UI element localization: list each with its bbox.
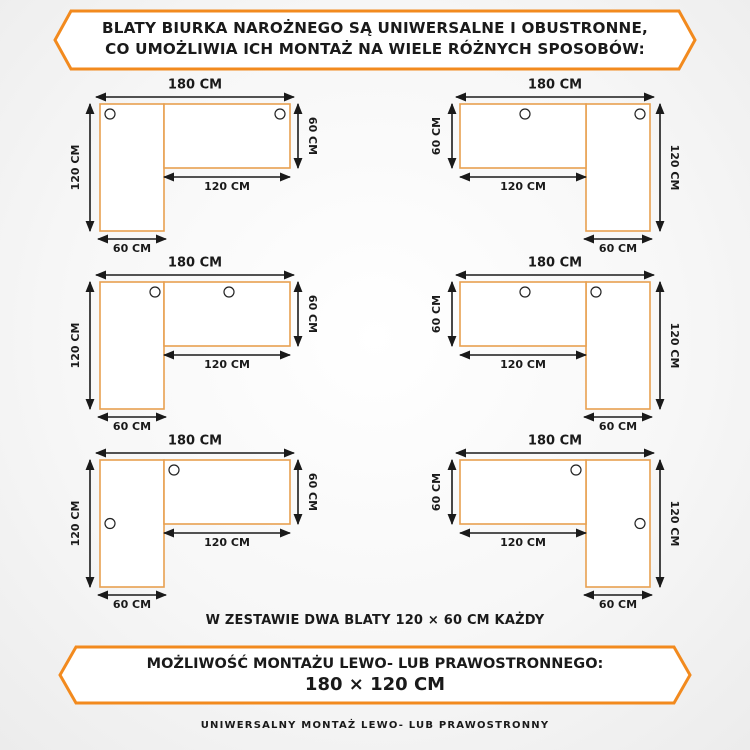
dimension-top-width-label: 120 CM: [204, 180, 250, 193]
cable-hole-icon: [150, 287, 160, 297]
cable-hole-icon: [224, 287, 234, 297]
dimension-leg-width-label: 60 CM: [112, 420, 152, 433]
dimension-top-depth-label: 60 CM: [430, 472, 443, 512]
dimension-leg-width-label: 60 CM: [112, 598, 152, 611]
mounting-line-1: MOŻLIWOŚĆ MONTAŻU LEWO- LUB PRAWOSTRONNEGO:: [146, 656, 604, 672]
cable-hole-icon: [571, 465, 581, 475]
dimension-depth-label: 120 CM: [69, 144, 82, 191]
desk-board-leg: [100, 282, 164, 409]
dimension-top-depth-label: 60 CM: [430, 294, 443, 334]
dimension-top-depth-label: 60 CM: [430, 116, 443, 156]
header-line-1: BLATY BIURKA NAROŻNEGO SĄ UNIWERSALNE I OBUSTRONNE,: [101, 19, 649, 37]
dimension-total-width-label: 180 CM: [167, 433, 223, 449]
dimension-depth-label: 120 CM: [668, 144, 681, 191]
set-caption: W ZESTAWIE DWA BLATY 120 × 60 CM KAŻDY: [205, 613, 545, 628]
desk-config-2-right: [430, 78, 681, 256]
mounting-banner: [58, 645, 692, 705]
dimension-top-width-label: 120 CM: [204, 536, 250, 549]
header-line-2: CO UMOŻLIWIA ICH MONTAŻ NA WIELE RÓŻNYCH SPOSOBÓW:: [105, 40, 645, 58]
desk-config-6-right: [430, 434, 681, 612]
dimension-depth-label: 120 CM: [69, 322, 82, 369]
cable-hole-icon: [169, 465, 179, 475]
dimension-top-width-label: 120 CM: [204, 358, 250, 371]
cable-hole-icon: [520, 287, 530, 297]
cable-hole-icon: [635, 109, 645, 119]
dimension-total-width-label: 180 CM: [527, 433, 583, 449]
cable-hole-icon: [275, 109, 285, 119]
cable-hole-icon: [635, 519, 645, 529]
dimension-depth-label: 120 CM: [668, 500, 681, 547]
desk-board-leg: [586, 282, 650, 409]
cable-hole-icon: [591, 287, 601, 297]
desk-board-top: [164, 104, 290, 168]
dimension-leg-width-label: 60 CM: [112, 242, 152, 255]
desk-config-3-left: [69, 256, 319, 434]
dimension-total-width-label: 180 CM: [527, 255, 583, 271]
dimension-top-depth-label: 60 CM: [306, 294, 319, 334]
desk-board-leg: [100, 104, 164, 231]
dimension-leg-width-label: 60 CM: [598, 420, 638, 433]
desk-config-5-left: [69, 434, 319, 612]
dimension-top-width-label: 120 CM: [500, 180, 546, 193]
desk-config-4-right: [430, 256, 681, 434]
dimension-depth-label: 120 CM: [668, 322, 681, 369]
cable-hole-icon: [105, 109, 115, 119]
dimension-total-width-label: 180 CM: [167, 77, 223, 93]
desk-config-1-left: [69, 78, 319, 256]
dimension-leg-width-label: 60 CM: [598, 242, 638, 255]
dimension-top-depth-label: 60 CM: [306, 472, 319, 512]
desk-board-top: [164, 460, 290, 524]
dimension-top-width-label: 120 CM: [500, 536, 546, 549]
footer-caption: UNIWERSALNY MONTAŻ LEWO- LUB PRAWOSTRONNY: [200, 720, 550, 731]
dimension-total-width-label: 180 CM: [167, 255, 223, 271]
dimension-leg-width-label: 60 CM: [598, 598, 638, 611]
desk-board-leg: [586, 104, 650, 231]
cable-hole-icon: [520, 109, 530, 119]
cable-hole-icon: [105, 519, 115, 529]
dimension-depth-label: 120 CM: [69, 500, 82, 547]
dimension-top-width-label: 120 CM: [500, 358, 546, 371]
desk-board-top: [460, 460, 586, 524]
dimension-top-depth-label: 60 CM: [306, 116, 319, 156]
mounting-dimensions: 180 × 120 CM: [304, 674, 446, 695]
dimension-total-width-label: 180 CM: [527, 77, 583, 93]
